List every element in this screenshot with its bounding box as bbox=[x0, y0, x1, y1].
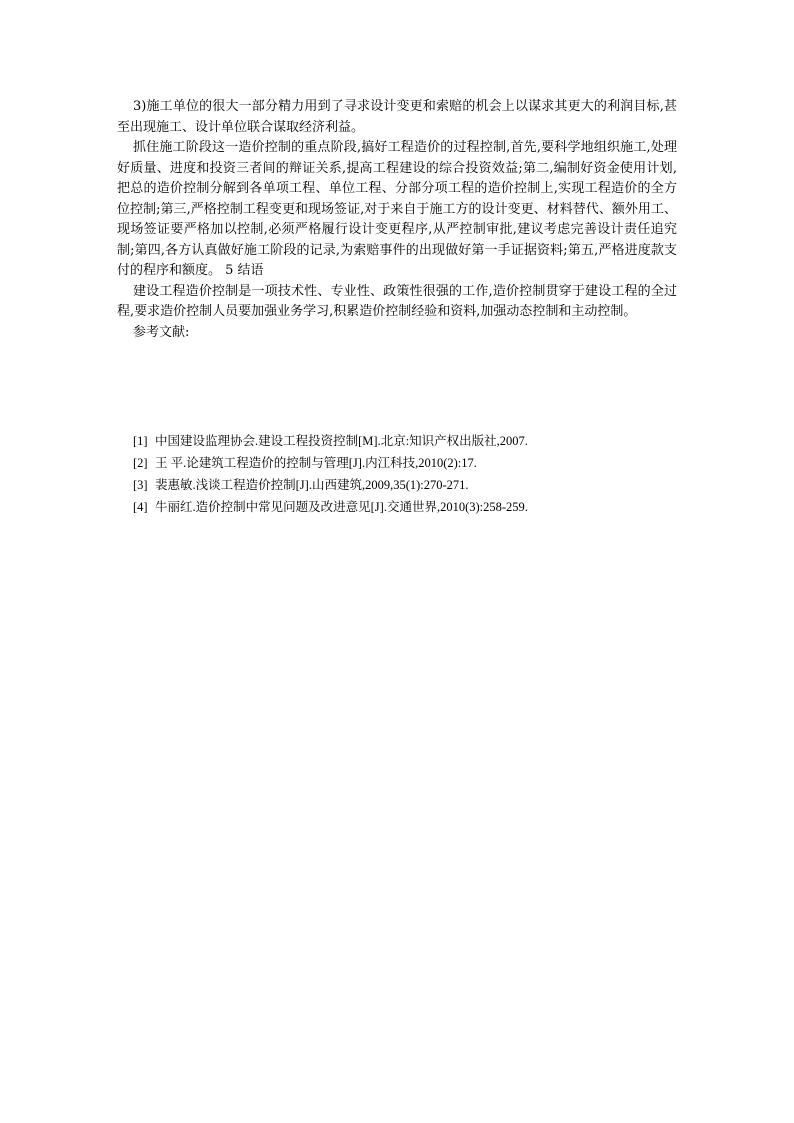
reference-list bbox=[133, 430, 693, 518]
reference-number: [2] bbox=[133, 456, 148, 470]
reference-item bbox=[133, 474, 693, 496]
references-heading: 参考文献: bbox=[133, 324, 190, 340]
paragraph-conclusion: 建设工程造价控制是一项技术性、专业性、政策性很强的工作,造价控制贯穿于建设工程的全过程,要求造价控制人员要加强业务学习,积累造价控制经验和资料,加强动态控制和主动控制。 bbox=[117, 283, 677, 319]
reference-item bbox=[133, 430, 693, 452]
reference-item bbox=[133, 452, 693, 474]
reference-text: 王 平.论建筑工程造价的控制与管理[J].内江科技,2010(2):17. bbox=[155, 456, 477, 470]
reference-text: 牛丽红.造价控制中常见问题及改进意见[J].交通世界,2010(3):258-259. bbox=[155, 500, 528, 514]
reference-text: 中国建设监理协会.建设工程投资控制[M].北京:知识产权出版社,2007. bbox=[155, 434, 528, 448]
reference-text: 裴惠敏.浅谈工程造价控制[J].山西建筑,2009,35(1):270-271. bbox=[155, 478, 469, 492]
body-text bbox=[117, 97, 677, 343]
reference-number: [3] bbox=[133, 478, 148, 492]
reference-number: [4] bbox=[133, 500, 148, 514]
paragraph-construction-stage-control: 抓住施工阶段这一造价控制的重点阶段,搞好工程造价的过程控制,首先,要科学地组织施工,处理好质量、进度和投资三者间的辩证关系,提高工程建设的综合投资效益;第二,编制好资金使用计划,把总的造价控制分解到各单项工程、单位工程、分部分项工程的造价控制上,实现工程造价的全方位控制;第三,严格控制工程变更和现场签证,对于来自于施工方的设计变更、材料替代、额外用工、现场签证要严格加以控制,必须严格履行设计变更程序,从严控制审批,建议考虑完善设计责任追究制;第四,各方认真做好施工阶段的记录,为索赔事件的出现做好第一手证据资料;第五,严格进度款支付的程序和额度。 5 结语 bbox=[117, 140, 677, 278]
reference-item bbox=[133, 496, 693, 518]
paragraph-contractor-claims: 3)施工单位的很大一部分精力用到了寻求设计变更和索赔的机会上以谋求其更大的利润目标,甚至出现施工、设计单位联合谋取经济利益。 bbox=[117, 99, 677, 135]
reference-number: [1] bbox=[133, 434, 148, 448]
